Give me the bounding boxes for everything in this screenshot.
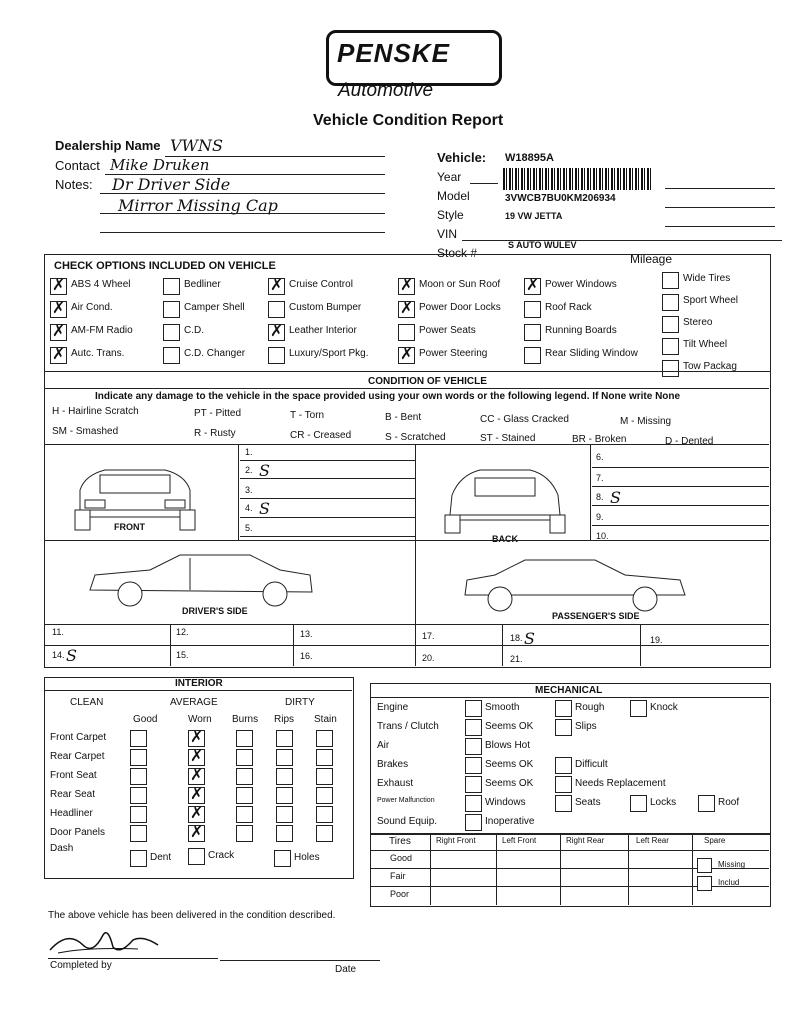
mechanical-row-label: Power Malfunction xyxy=(377,797,435,804)
check-mark-icon: ✗ xyxy=(52,277,66,294)
passenger-side-diagram xyxy=(455,555,695,615)
option-label: AM-FM Radio xyxy=(71,325,133,336)
option-label: Running Boards xyxy=(545,325,617,336)
field-value[interactable]: S xyxy=(259,499,270,518)
interior-checkbox[interactable] xyxy=(276,825,293,842)
interior-checkbox[interactable] xyxy=(130,768,147,785)
interior-checkbox[interactable] xyxy=(236,787,253,804)
mechanical-option-label: Slips xyxy=(575,721,597,732)
option-checkbox[interactable] xyxy=(50,301,67,318)
divider xyxy=(415,444,416,540)
interior-column-label: Burns xyxy=(232,714,259,725)
mechanical-option-label: Windows xyxy=(485,797,526,808)
dash-label: Dash xyxy=(50,843,74,854)
mechanical-option-label: Blows Hot xyxy=(485,740,531,751)
interior-checkbox[interactable] xyxy=(188,768,205,785)
interior-group-label: DIRTY xyxy=(285,697,315,708)
check-mark-icon: ✗ xyxy=(52,300,66,317)
mechanical-option-label: Knock xyxy=(650,702,678,713)
option-label: Power Door Locks xyxy=(419,302,501,313)
option-checkbox[interactable] xyxy=(524,324,541,341)
dealer-name-value[interactable]: VWNS xyxy=(170,136,223,155)
mechanical-checkbox[interactable] xyxy=(465,776,482,793)
interior-header: INTERIOR xyxy=(175,678,223,689)
interior-column-label: Stain xyxy=(314,714,337,725)
option-label: Sport Wheel xyxy=(683,295,739,306)
option-label: Tilt Wheel xyxy=(683,339,728,350)
mechanical-checkbox[interactable] xyxy=(630,795,647,812)
option-label: Bedliner xyxy=(184,279,221,290)
vehicle-value[interactable]: W18895A xyxy=(505,152,554,164)
interior-checkbox[interactable] xyxy=(276,768,293,785)
field-number: 13. xyxy=(300,629,313,639)
date-label: Date xyxy=(335,964,357,975)
interior-checkbox[interactable] xyxy=(316,825,333,842)
tire-column-label: Left Front xyxy=(502,836,537,845)
model-label: Model xyxy=(437,189,470,203)
field-number: 3. xyxy=(245,485,253,495)
condition-instructions: Indicate any damage to the vehicle in the space provided using your own words or the following legend. If None write None xyxy=(95,391,681,402)
interior-checkbox[interactable] xyxy=(188,825,205,842)
field-number: 16. xyxy=(300,651,313,661)
option-checkbox[interactable] xyxy=(662,294,679,311)
passenger-side-label: PASSENGER'S SIDE xyxy=(552,611,640,621)
option-label: Rear Sliding Window xyxy=(545,348,638,359)
mechanical-option-label: Seems OK xyxy=(485,778,534,789)
contact-label: Contact xyxy=(55,158,100,173)
dash-option-label: Dent xyxy=(150,852,172,863)
option-checkbox[interactable] xyxy=(163,278,180,295)
divider xyxy=(44,624,769,625)
check-mark-icon: ✗ xyxy=(526,277,540,294)
check-mark-icon: ✗ xyxy=(190,824,204,841)
interior-checkbox[interactable] xyxy=(316,806,333,823)
field-number: 5. xyxy=(245,523,253,533)
field-number: 11. xyxy=(52,627,64,637)
vehicle-line xyxy=(665,188,775,189)
option-checkbox[interactable] xyxy=(398,278,415,295)
field-value[interactable]: S xyxy=(66,646,77,665)
check-mark-icon: ✗ xyxy=(190,748,204,765)
field-number: 6. xyxy=(596,452,604,462)
legend-item: B - Bent xyxy=(385,412,422,423)
legend-item: CR - Creased xyxy=(290,430,352,441)
check-mark-icon: ✗ xyxy=(270,323,284,340)
field-number: 19. xyxy=(650,635,663,645)
spare-checkbox[interactable] xyxy=(697,858,712,873)
vin-label: VIN xyxy=(437,227,458,241)
mechanical-header: MECHANICAL xyxy=(535,685,603,696)
tire-column-label: Right Rear xyxy=(566,836,605,845)
option-label: Custom Bumper xyxy=(289,302,362,313)
field-value[interactable]: S xyxy=(610,488,621,507)
field-number: 2. xyxy=(245,465,253,475)
check-mark-icon: ✗ xyxy=(52,346,66,363)
option-label: Stereo xyxy=(683,317,713,328)
mechanical-option-label: Locks xyxy=(650,797,677,808)
mechanical-checkbox[interactable] xyxy=(555,776,572,793)
back-view-diagram xyxy=(430,460,580,535)
divider xyxy=(238,444,239,540)
mechanical-row-label: Sound Equip. xyxy=(377,816,438,827)
legend-item: H - Hairline Scratch xyxy=(52,406,139,417)
field-number: 21. xyxy=(510,654,523,664)
option-label: Cruise Control xyxy=(289,279,353,290)
stock-value[interactable]: S AUTO WULEV xyxy=(508,240,577,250)
mechanical-option-label: Inoperative xyxy=(485,816,535,827)
tire-column-label: Tires xyxy=(389,836,411,847)
interior-checkbox[interactable] xyxy=(316,768,333,785)
year-label: Year xyxy=(437,170,462,184)
divider xyxy=(44,388,769,389)
notes-line xyxy=(100,232,385,233)
option-label: Leather Interior xyxy=(289,325,357,336)
back-label: BACK xyxy=(492,534,518,544)
mechanical-checkbox[interactable] xyxy=(465,814,482,831)
interior-checkbox[interactable] xyxy=(236,768,253,785)
interior-checkbox[interactable] xyxy=(188,749,205,766)
mechanical-row-label: Trans / Clutch xyxy=(377,721,439,732)
mechanical-checkbox[interactable] xyxy=(465,700,482,717)
option-label: Autc. Trans. xyxy=(71,348,125,359)
interior-checkbox[interactable] xyxy=(188,787,205,804)
interior-row-label: Door Panels xyxy=(50,827,106,838)
option-checkbox[interactable] xyxy=(398,324,415,341)
notes-line xyxy=(100,213,385,214)
field-number: 14. xyxy=(52,650,65,660)
divider xyxy=(496,833,497,905)
interior-row-label: Front Carpet xyxy=(50,732,107,743)
field-number: 17. xyxy=(422,631,435,641)
field-number: 18. xyxy=(510,633,523,643)
divider xyxy=(170,624,171,666)
legend-item: PT - Pitted xyxy=(194,408,242,419)
year-line xyxy=(470,183,498,184)
mechanical-checkbox[interactable] xyxy=(630,700,647,717)
option-checkbox[interactable] xyxy=(662,316,679,333)
mechanical-checkbox[interactable] xyxy=(465,795,482,812)
interior-checkbox[interactable] xyxy=(236,730,253,747)
barcode xyxy=(503,168,653,190)
option-label: Tow Packag xyxy=(683,361,737,372)
option-checkbox[interactable] xyxy=(524,301,541,318)
interior-checkbox[interactable] xyxy=(276,806,293,823)
mechanical-checkbox[interactable] xyxy=(555,757,572,774)
divider xyxy=(44,540,769,541)
brand-sub: Automotive xyxy=(338,80,434,101)
option-label: C.D. xyxy=(184,325,204,336)
legend-item: R - Rusty xyxy=(194,428,236,439)
completed-by-line xyxy=(48,958,218,959)
interior-checkbox[interactable] xyxy=(236,749,253,766)
dash-option-label: Holes xyxy=(294,852,320,863)
vehicle-line xyxy=(665,226,775,227)
option-checkbox[interactable] xyxy=(163,301,180,318)
mechanical-option-label: Rough xyxy=(575,702,605,713)
spare-option-label: Missing xyxy=(718,860,746,869)
option-checkbox[interactable] xyxy=(268,347,285,364)
mechanical-checkbox[interactable] xyxy=(698,795,715,812)
style-label: Style xyxy=(437,208,464,222)
interior-checkbox[interactable] xyxy=(316,787,333,804)
vehicle-line xyxy=(665,207,775,208)
interior-checkbox[interactable] xyxy=(130,730,147,747)
option-checkbox[interactable] xyxy=(398,347,415,364)
mechanical-option-label: Seems OK xyxy=(485,759,534,770)
divider xyxy=(370,697,769,698)
check-mark-icon: ✗ xyxy=(270,277,284,294)
divider xyxy=(415,624,416,666)
legend-item: SM - Smashed xyxy=(52,426,119,437)
spare-option-label: Includ xyxy=(718,878,740,887)
option-checkbox[interactable] xyxy=(662,338,679,355)
field-number: 1. xyxy=(245,447,253,457)
option-checkbox[interactable] xyxy=(163,324,180,341)
check-mark-icon: ✗ xyxy=(400,346,414,363)
delivery-statement: The above vehicle has been delivered in the condition described. xyxy=(48,910,336,921)
divider xyxy=(44,645,769,646)
option-label: Roof Rack xyxy=(545,302,592,313)
legend-item: CC - Glass Cracked xyxy=(480,414,569,425)
mechanical-option-label: Needs Replacement xyxy=(575,778,666,789)
mechanical-option-label: Difficult xyxy=(575,759,608,770)
field-number: 9. xyxy=(596,512,604,522)
tire-row-label: Fair xyxy=(390,871,406,881)
field-value[interactable]: S xyxy=(259,461,270,480)
divider xyxy=(628,833,629,905)
mechanical-option-label: Roof xyxy=(718,797,740,808)
interior-column-label: Worn xyxy=(188,714,212,725)
interior-checkbox[interactable] xyxy=(130,806,147,823)
dealer-name-label: Dealership Name xyxy=(55,138,161,153)
option-label: Camper Shell xyxy=(184,302,245,313)
field-number: 15. xyxy=(176,650,189,660)
interior-row-label: Rear Carpet xyxy=(50,751,105,762)
mechanical-checkbox[interactable] xyxy=(555,719,572,736)
option-checkbox[interactable] xyxy=(268,301,285,318)
brand-name: PENSKE xyxy=(337,38,450,68)
divider xyxy=(370,850,769,851)
option-checkbox[interactable] xyxy=(50,324,67,341)
check-mark-icon: ✗ xyxy=(400,300,414,317)
interior-checkbox[interactable] xyxy=(316,749,333,766)
interior-column-label: Good xyxy=(133,714,158,725)
divider xyxy=(44,444,769,445)
interior-row-label: Headliner xyxy=(50,808,93,819)
check-mark-icon: ✗ xyxy=(190,729,204,746)
style-value[interactable]: 19 VW JETTA xyxy=(505,211,563,221)
check-mark-icon: ✗ xyxy=(52,323,66,340)
option-label: Power Seats xyxy=(419,325,476,336)
dash-checkbox[interactable] xyxy=(274,850,291,867)
notes-line xyxy=(100,193,385,194)
dash-option-label: Crack xyxy=(208,850,235,861)
divider xyxy=(430,833,431,905)
options-header: CHECK OPTIONS INCLUDED ON VEHICLE xyxy=(54,260,276,272)
mechanical-row-label: Engine xyxy=(377,702,409,713)
tire-column-label: Right Front xyxy=(436,836,476,845)
model-value[interactable]: 3VWCB7BU0KM206934 xyxy=(505,193,616,204)
legend-item: BR - Broken xyxy=(572,434,627,445)
tire-row-label: Good xyxy=(390,853,413,863)
field-line xyxy=(592,486,769,487)
contact-value[interactable]: Mike Druken xyxy=(110,156,210,174)
legend-item: D - Dented xyxy=(665,436,714,447)
interior-checkbox[interactable] xyxy=(276,749,293,766)
divider xyxy=(415,540,416,624)
stock-label: Stock # xyxy=(437,246,478,260)
divider xyxy=(560,833,561,905)
option-label: Air Cond. xyxy=(71,302,113,313)
interior-checkbox[interactable] xyxy=(316,730,333,747)
legend-item: ST - Stained xyxy=(480,433,536,444)
field-line xyxy=(240,536,415,537)
tire-row-label: Poor xyxy=(390,889,410,899)
option-checkbox[interactable] xyxy=(268,278,285,295)
interior-checkbox[interactable] xyxy=(188,730,205,747)
dash-checkbox[interactable] xyxy=(188,848,205,865)
interior-checkbox[interactable] xyxy=(130,787,147,804)
interior-row-label: Rear Seat xyxy=(50,789,96,800)
check-mark-icon: ✗ xyxy=(190,767,204,784)
mileage-label: Mileage xyxy=(630,252,673,266)
field-number: 8. xyxy=(596,492,604,502)
mechanical-checkbox[interactable] xyxy=(555,700,572,717)
interior-checkbox[interactable] xyxy=(236,825,253,842)
interior-checkbox[interactable] xyxy=(130,825,147,842)
option-checkbox[interactable] xyxy=(662,272,679,289)
option-label: ABS 4 Wheel xyxy=(71,279,131,290)
mechanical-option-label: Seems OK xyxy=(485,721,534,732)
field-number: 10. xyxy=(596,531,609,541)
interior-row-label: Front Seat xyxy=(50,770,97,781)
option-checkbox[interactable] xyxy=(50,278,67,295)
tire-column-label: Spare xyxy=(704,836,726,845)
date-line xyxy=(220,960,380,961)
check-mark-icon: ✗ xyxy=(190,805,204,822)
front-label: FRONT xyxy=(114,522,145,532)
interior-checkbox[interactable] xyxy=(130,749,147,766)
field-number: 7. xyxy=(596,473,604,483)
field-number: 20. xyxy=(422,653,435,663)
option-checkbox[interactable] xyxy=(524,278,541,295)
page-title: Vehicle Condition Report xyxy=(313,112,504,129)
interior-group-label: CLEAN xyxy=(70,697,104,708)
tire-column-label: Left Rear xyxy=(636,836,669,845)
mechanical-option-label: Seats xyxy=(575,797,601,808)
option-checkbox[interactable] xyxy=(524,347,541,364)
field-value[interactable]: S xyxy=(524,629,535,648)
field-number: 12. xyxy=(176,627,189,637)
interior-column-label: Rips xyxy=(274,714,295,725)
legend-item: S - Scratched xyxy=(385,432,446,443)
option-label: Wide Tires xyxy=(683,273,731,284)
mechanical-row-label: Air xyxy=(377,740,390,751)
mechanical-checkbox[interactable] xyxy=(465,757,482,774)
mechanical-row-label: Exhaust xyxy=(377,778,414,789)
condition-header: CONDITION OF VEHICLE xyxy=(368,376,487,387)
interior-checkbox[interactable] xyxy=(236,806,253,823)
divider xyxy=(640,624,641,666)
option-checkbox[interactable] xyxy=(398,301,415,318)
option-label: Moon or Sun Roof xyxy=(419,279,501,290)
option-label: C.D. Changer xyxy=(184,348,246,359)
driver-side-label: DRIVER'S SIDE xyxy=(182,606,248,616)
divider xyxy=(44,690,352,691)
notes-line-1[interactable]: Dr Driver Side xyxy=(112,175,231,194)
mechanical-checkbox[interactable] xyxy=(465,719,482,736)
signature xyxy=(48,925,168,960)
option-checkbox[interactable] xyxy=(268,324,285,341)
mechanical-checkbox[interactable] xyxy=(465,738,482,755)
option-checkbox[interactable] xyxy=(163,347,180,364)
option-label: Power Windows xyxy=(545,279,617,290)
divider xyxy=(692,833,693,905)
field-line xyxy=(592,525,769,526)
field-number: 4. xyxy=(245,503,253,513)
interior-checkbox[interactable] xyxy=(276,730,293,747)
notes-label: Notes: xyxy=(55,177,93,192)
legend-item: M - Missing xyxy=(620,416,672,427)
divider xyxy=(590,444,591,540)
divider xyxy=(293,624,294,666)
interior-checkbox[interactable] xyxy=(276,787,293,804)
mechanical-option-label: Smooth xyxy=(485,702,520,713)
option-label: Luxury/Sport Pkg. xyxy=(289,348,369,359)
vehicle-label: Vehicle: xyxy=(437,150,487,165)
divider xyxy=(502,624,503,666)
driver-side-diagram xyxy=(80,550,320,610)
option-label: Power Steering xyxy=(419,348,488,359)
completed-by-label: Completed by xyxy=(50,960,112,971)
mechanical-row-label: Brakes xyxy=(377,759,409,770)
option-checkbox[interactable] xyxy=(50,347,67,364)
dash-checkbox[interactable] xyxy=(130,850,147,867)
legend-item: T - Torn xyxy=(290,410,325,421)
notes-line-2[interactable]: Mirror Missing Cap xyxy=(118,196,278,215)
field-line xyxy=(592,467,769,468)
spare-checkbox[interactable] xyxy=(697,876,712,891)
interior-group-label: AVERAGE xyxy=(170,697,218,708)
mechanical-checkbox[interactable] xyxy=(555,795,572,812)
check-mark-icon: ✗ xyxy=(400,277,414,294)
interior-checkbox[interactable] xyxy=(188,806,205,823)
check-mark-icon: ✗ xyxy=(190,786,204,803)
